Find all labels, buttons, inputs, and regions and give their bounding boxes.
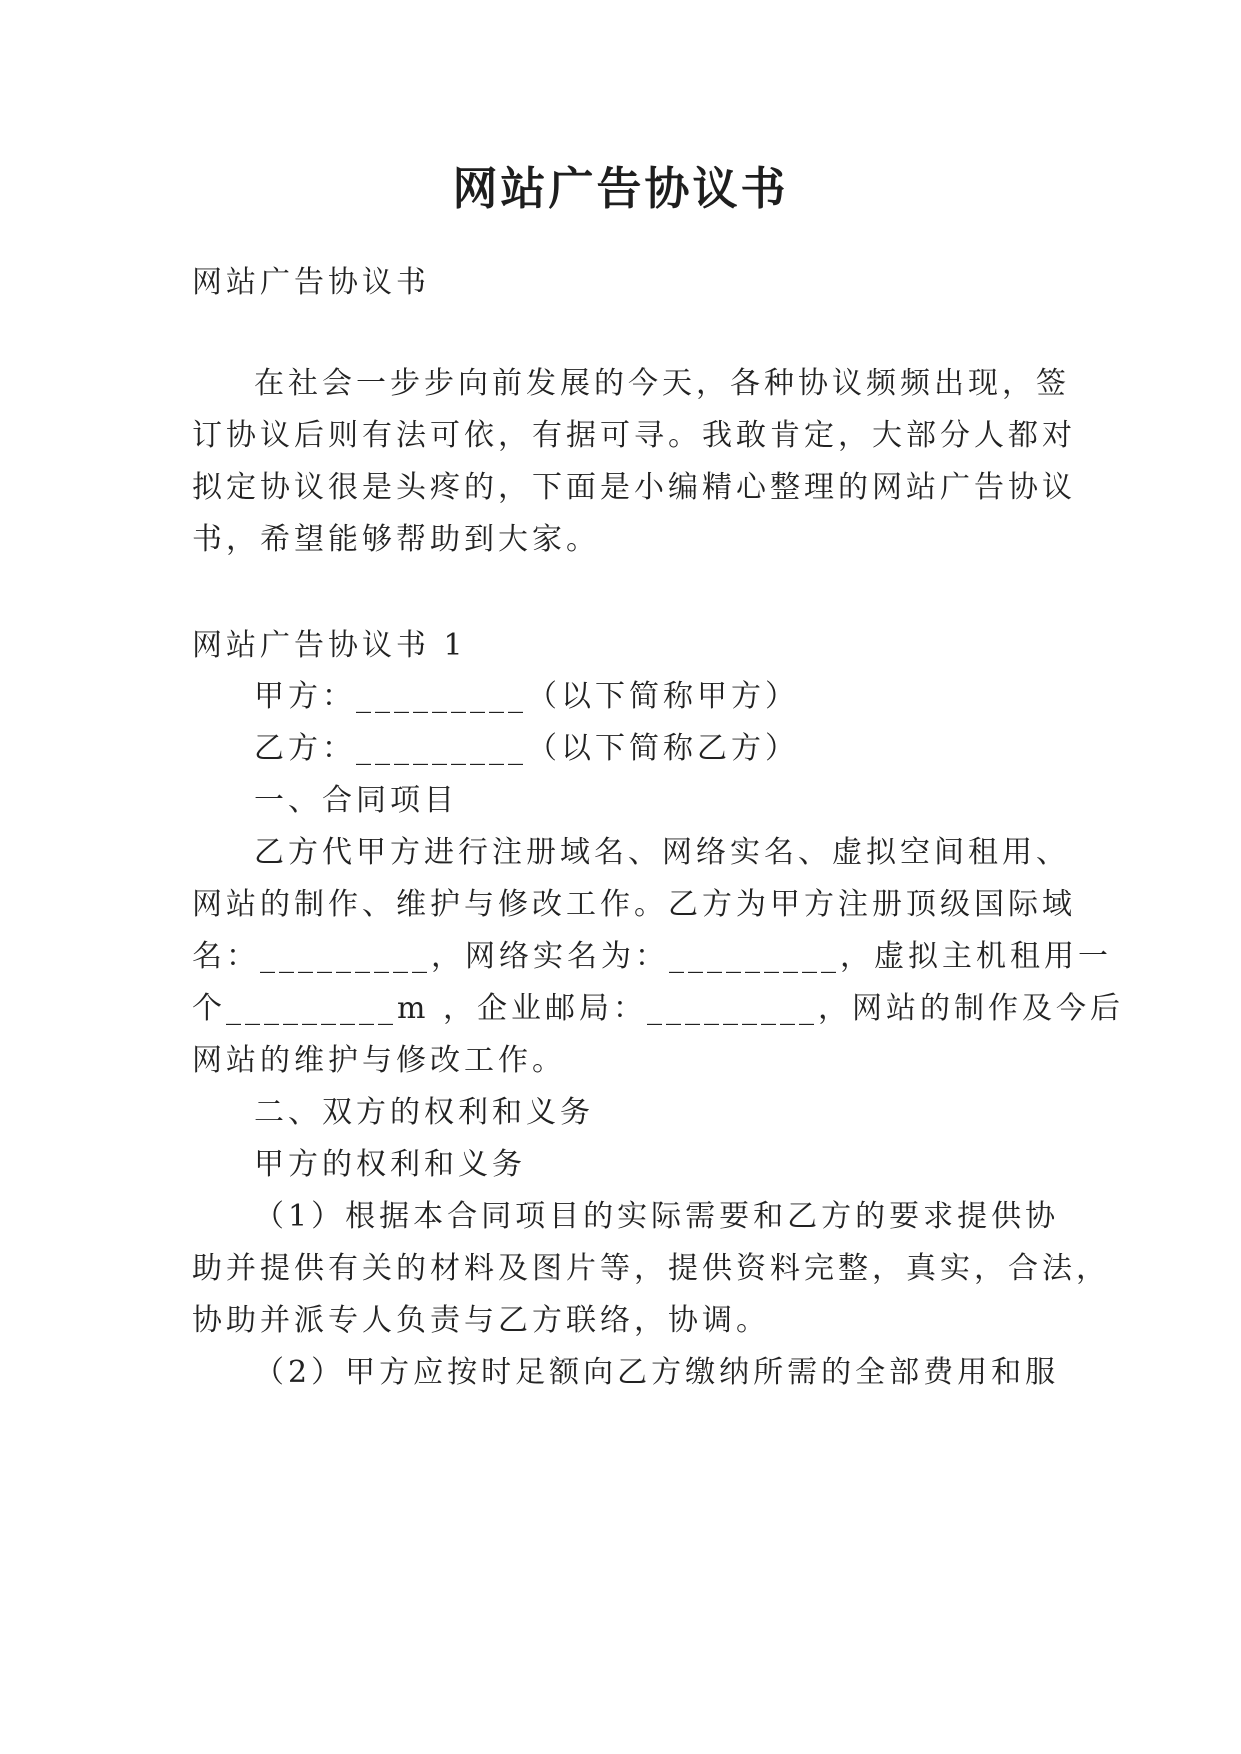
intro-line: 书，希望能够帮助到大家。 — [192, 522, 600, 557]
party-b-line: 乙方：_________（以下简称乙方） — [254, 731, 799, 766]
section-heading: 网站广告协议书 1 — [192, 628, 467, 663]
item-1-line: （1）根据本合同项目的实际需要和乙方的要求提供协 — [254, 1199, 1060, 1234]
item-2-line: （2）甲方应按时足额向乙方缴纳所需的全部费用和服 — [254, 1355, 1060, 1390]
item-1-line: 协助并派专人负责与乙方联络，协调。 — [192, 1303, 770, 1338]
intro-line: 在社会一步步向前发展的今天，各种协议频频出现，签 — [254, 366, 1070, 401]
clause-1-heading: 一、合同项目 — [254, 783, 458, 818]
document-title: 网站广告协议书 — [452, 162, 789, 215]
clause-1-line: 个_________m ，企业邮局：_________，网站的制作及今后 — [192, 991, 1124, 1026]
clause-2-heading: 二、双方的权利和义务 — [254, 1095, 594, 1130]
intro-line: 订协议后则有法可依，有据可寻。我敢肯定，大部分人都对 — [192, 418, 1076, 453]
clause-1-line: 网站的制作、维护与修改工作。乙方为甲方注册顶级国际域 — [192, 887, 1076, 922]
clause-1-line: 网站的维护与修改工作。 — [192, 1043, 566, 1078]
party-a-line: 甲方：_________（以下简称甲方） — [254, 679, 799, 714]
document-subtitle: 网站广告协议书 — [192, 265, 430, 300]
intro-line: 拟定协议很是头疼的，下面是小编精心整理的网站广告协议 — [192, 470, 1076, 505]
clause-1-line: 名：_________，网络实名为：_________，虚拟主机租用一 — [192, 939, 1112, 974]
item-1-line: 助并提供有关的材料及图片等，提供资料完整，真实，合法， — [192, 1251, 1110, 1286]
party-a-rights-heading: 甲方的权利和义务 — [254, 1147, 526, 1182]
clause-1-line: 乙方代甲方进行注册域名、网络实名、虚拟空间租用、 — [254, 835, 1070, 870]
